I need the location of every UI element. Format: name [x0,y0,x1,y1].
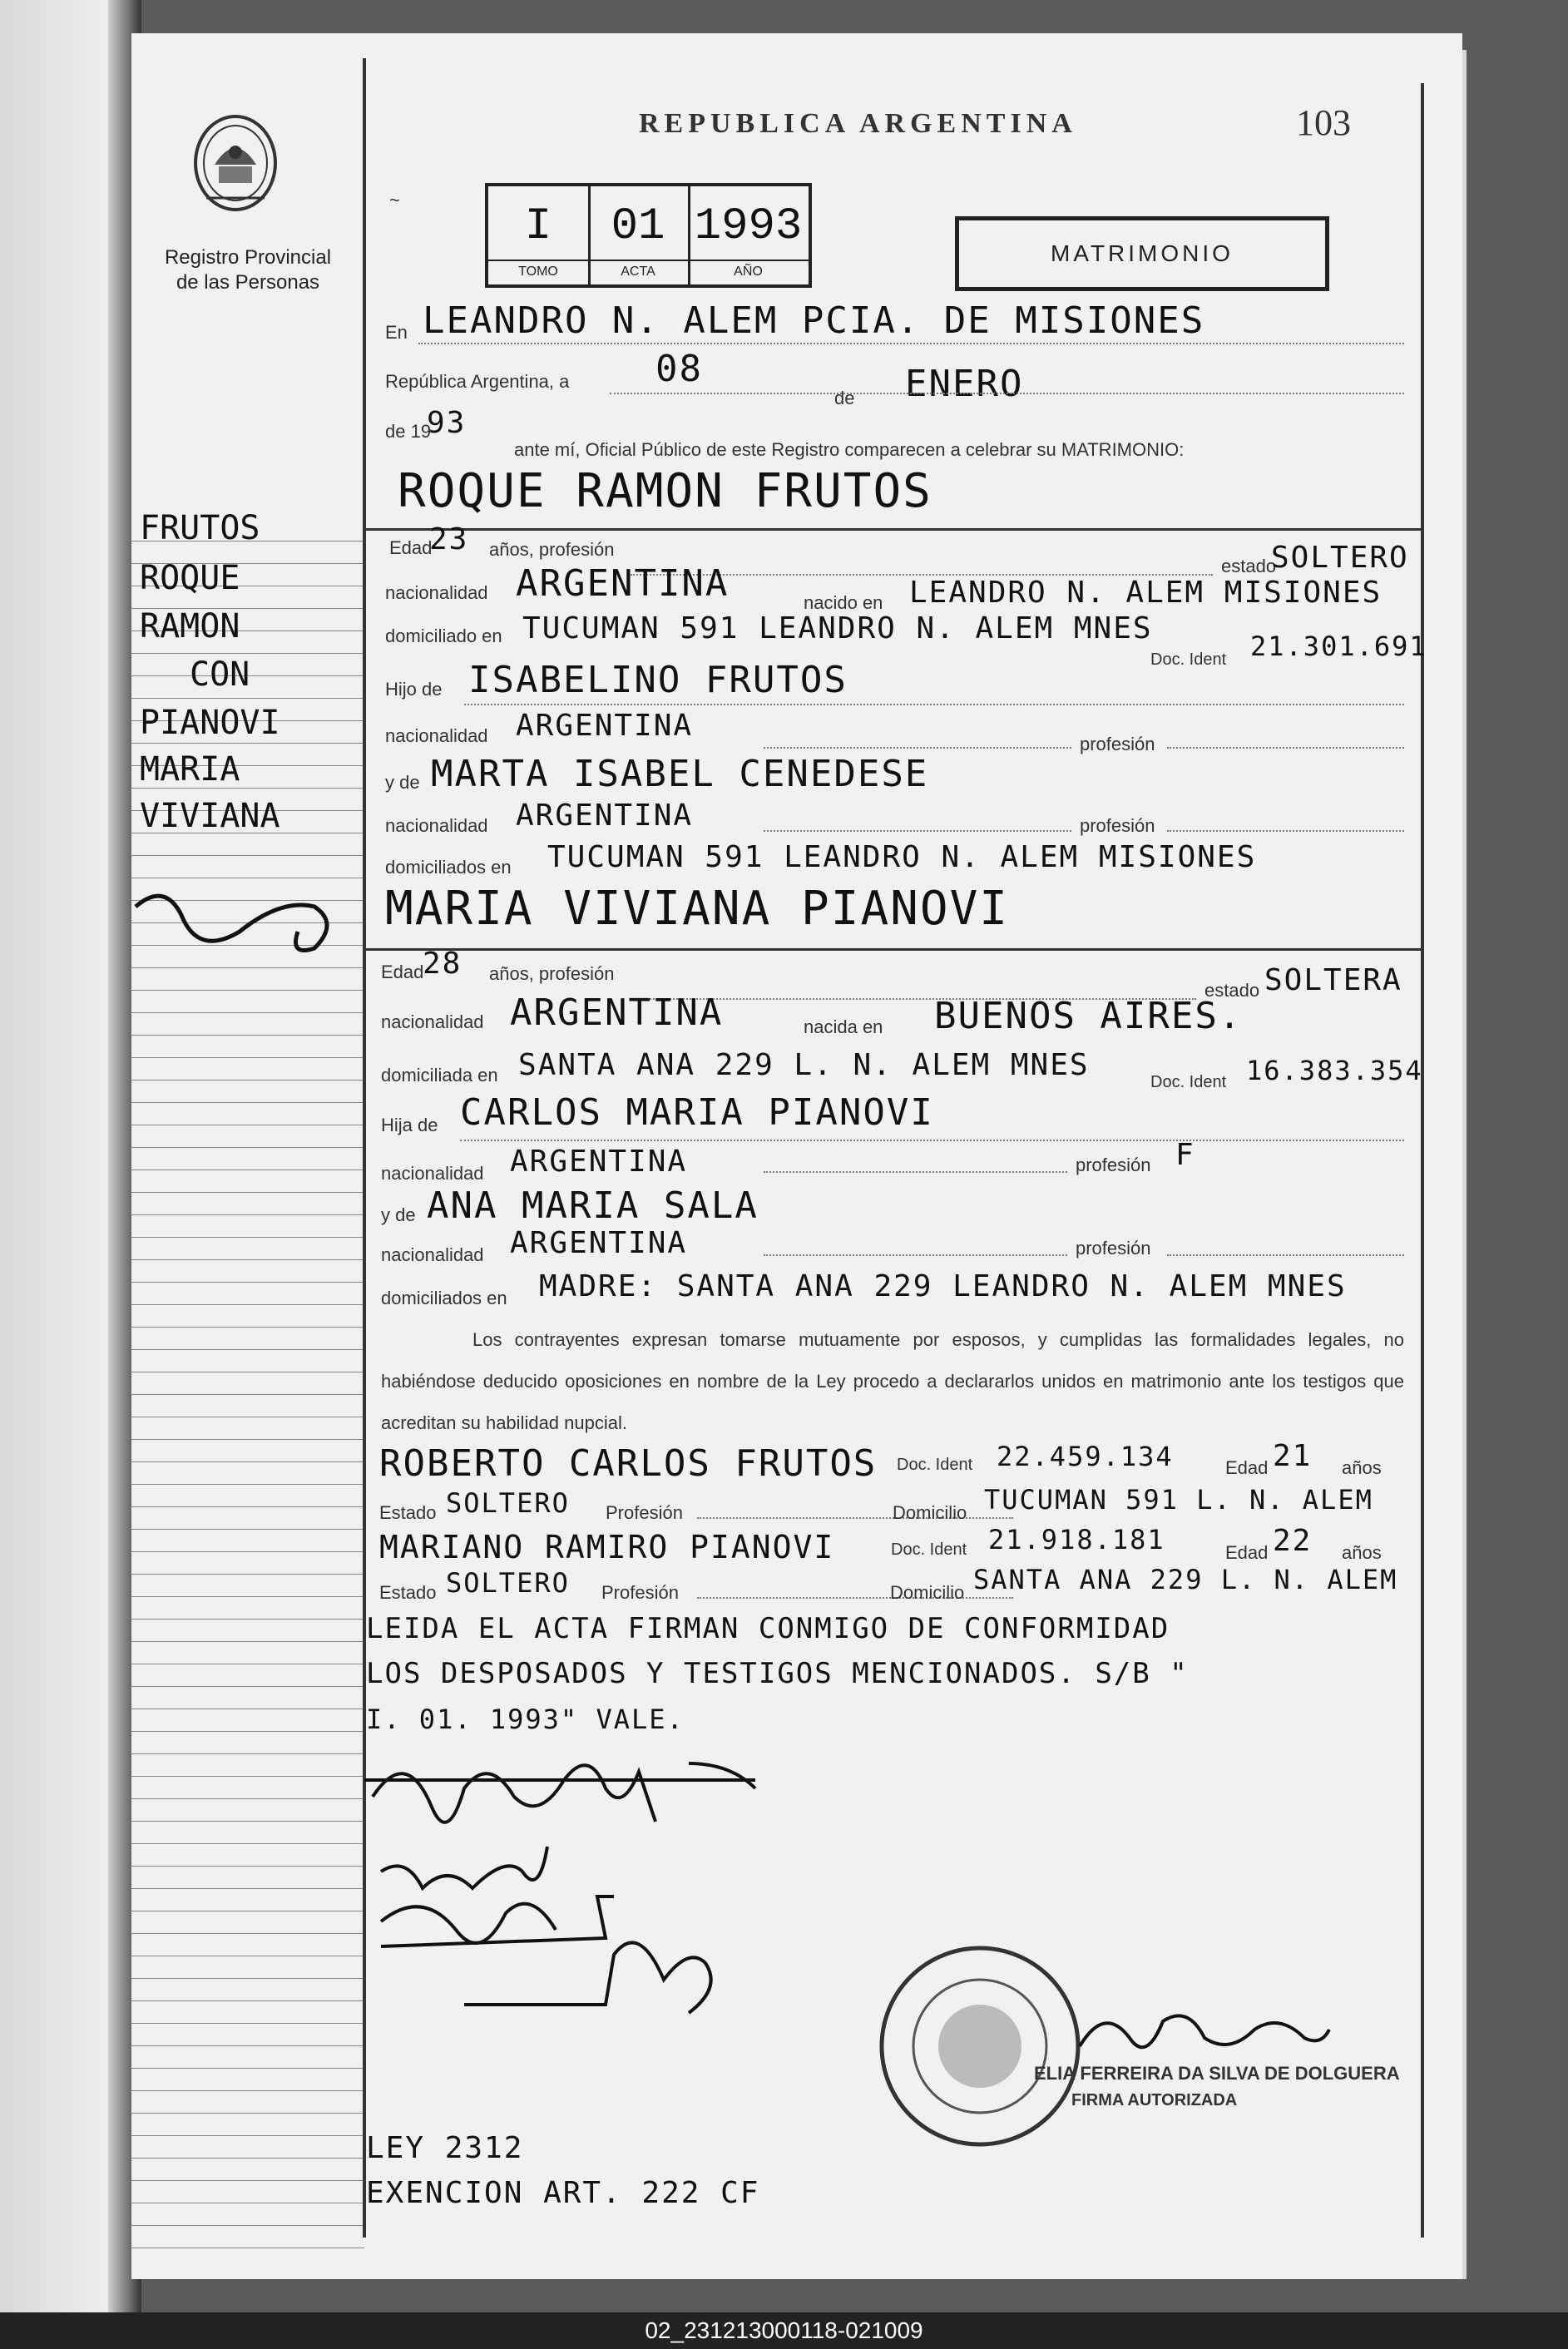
groom-mother: MARTA ISABEL CENEDESE [431,753,929,795]
registry-page [131,33,1462,2279]
bride-hija-label: Hija de [381,1115,438,1135]
anio-cell [688,186,809,284]
margin-rule-line [131,1102,364,1103]
groom-doc: 21.301.691 [1250,631,1427,662]
closing-line3: I. 01. 1993" VALE. [366,1704,685,1735]
bride-father-nac: ARGENTINA [510,1145,688,1179]
margin-rule-line [131,1933,364,1934]
officer-signature [1071,1996,1338,2063]
margin-rule-line [131,1237,364,1238]
dotline [764,1171,1067,1173]
bride-mother-prof-label: profesión [1076,1238,1151,1259]
registry-title-line2: de las Personas [176,271,320,294]
record-number-box [485,183,812,288]
top-mark: ~ [389,190,400,210]
place-handwritten: LEANDRO N. ALEM PCIA. DE MISIONES [423,299,1205,342]
bride-nacionalidad-label: nacionalidad [381,1011,484,1032]
bride-mother: ANA MARIA SALA [427,1184,759,1227]
groom-yde-label: y de [385,772,420,793]
margin-rule-line [131,1686,364,1687]
record-type-box: MATRIMONIO [955,216,1329,291]
bride-doc: 16.383.354 [1246,1055,1423,1086]
witness2-estado-label: Estado [379,1582,437,1603]
groom-parents-dom-label: domiciliados en [385,857,512,878]
bride-yde-label: y de [381,1204,416,1225]
dotline [764,830,1071,832]
bride-father: CARLOS MARIA PIANOVI [460,1091,934,1134]
groom-estado-label: estado [1221,556,1277,576]
signatures-graphic [356,1730,938,2030]
groom-nacido-label: nacido en [804,592,883,613]
groom-mother-prof-label: profesión [1080,815,1155,836]
anio-label: AÑO [688,260,809,279]
witness2-edad: 22 [1273,1524,1313,1558]
bride-anos-label: años, profesión [489,963,615,984]
margin-rule-line [131,2090,364,2091]
dotline [418,343,1404,344]
margin-rule-line [131,1596,364,1597]
margin-rule-line [131,1259,364,1260]
witness2-doc: 21.918.181 [988,1524,1165,1555]
image-id-footer: 02_231213000118-021009 [0,2312,1568,2349]
groom-father: ISABELINO FRUTOS [468,659,848,701]
margin-line: ROQUE [140,559,240,597]
witness1-doc: 22.459.134 [997,1441,1174,1472]
groom-nacionalidad-label: nacionalidad [385,582,488,603]
margin-rule-line [131,1888,364,1889]
groom-hijo-label: Hijo de [385,679,443,700]
closing-line2: LOS DESPOSADOS Y TESTIGOS MENCIONADOS. S/B " [366,1657,1189,1690]
margin-rule-line [131,2000,364,2001]
groom-father-prof-label: profesión [1080,734,1155,754]
margin-column [131,33,364,2279]
witness1-profesion-label: Profesión [606,1502,683,1523]
provincial-seal-icon [181,106,289,215]
dotline [764,1254,1067,1256]
margin-rule-line [131,1080,364,1081]
margin-rule-line [131,1304,364,1305]
margin-rule-line [131,1439,364,1440]
witness2-estado: SOLTERO [446,1567,570,1599]
footnote-line1: LEY 2312 [366,2131,524,2165]
margin-line: FRUTOS [140,509,260,547]
groom-doc-label: Doc. Ident [1150,650,1227,669]
witness2-name: MARIANO RAMIRO PIANOVI [379,1529,835,1565]
margin-rule-line [131,1731,364,1732]
country-header: REPUBLICA ARGENTINA [639,108,1077,139]
groom-domicilio: TUCUMAN 591 LEANDRO N. ALEM MNES [522,611,1153,645]
margin-rule-line [131,1461,364,1462]
groom-domicilio-label: domiciliado en [385,626,502,646]
bride-parents-dom-label: domiciliados en [381,1288,507,1308]
declaration-text: Los contrayentes expresan tomarse mutuamente por esposos, y cumplidas las formalidades legales, no habiéndose deducido oposiciones en nombre de la Ley procedo a declararlos unidos en matrimonio ante los testigos que acreditan su habilidad nupcial. [381,1329,1404,1433]
de-label: de [834,388,855,408]
bride-domicilio-label: domiciliada en [381,1065,498,1085]
margin-rule-line [131,1147,364,1148]
margin-rule-line [131,2180,364,2181]
margin-rule-line [131,855,364,856]
bride-estado: SOLTERA [1264,963,1402,997]
witness2-edad-label: Edad [1225,1542,1269,1563]
bride-parents-dom: MADRE: SANTA ANA 229 LEANDRO N. ALEM MNES [539,1269,1347,1303]
bride-mother-nac: ARGENTINA [510,1226,688,1260]
witness2-domicilio-label: Domicilio [890,1582,965,1603]
tomo-value: I [524,201,552,252]
margin-rule-line [131,2158,364,2159]
groom-edad-label: Edad [389,537,433,558]
margin-rule-line [131,653,364,654]
margin-line: RAMON [140,607,240,645]
margin-rule-line [131,1192,364,1193]
witness2-domicilio: SANTA ANA 229 L. N. ALEM [973,1564,1398,1595]
margin-rule-line [131,1843,364,1844]
witness2-doc-label: Doc. Ident [891,1540,967,1559]
groom-parents-dom: TUCUMAN 591 LEANDRO N. ALEM MISIONES [547,840,1257,874]
closing-line1: LEIDA EL ACTA FIRMAN CONMIGO DE CONFORMIDAD [366,1612,1170,1645]
margin-line: VIVIANA [140,797,280,835]
bride-edad: 28 [423,947,462,981]
margin-rule-line [131,1978,364,1979]
acta-cell [588,186,690,284]
margin-rule-line [131,1798,364,1799]
witness1-anos-label: años [1342,1457,1382,1478]
margin-rule-line [131,1394,364,1395]
witness1-edad: 21 [1273,1439,1313,1473]
dotline [764,747,1071,749]
en-label: En [385,322,408,343]
acta-label: ACTA [588,260,688,279]
dotline [1167,830,1404,832]
groom-estado: SOLTERO [1271,541,1409,575]
page-number: 103 [1296,102,1351,143]
bride-father-nac-label: nacionalidad [381,1163,484,1184]
witness1-doc-label: Doc. Ident [897,1456,973,1474]
witness1-domicilio: TUCUMAN 591 L. N. ALEM [984,1484,1373,1516]
groom-nacido: LEANDRO N. ALEM MISIONES [909,576,1383,610]
bride-domicilio: SANTA ANA 229 L. N. ALEM MNES [518,1048,1090,1082]
margin-rule-line [131,990,364,991]
margin-line: PIANOVI [140,704,280,742]
witness1-name: ROBERTO CARLOS FRUTOS [379,1442,878,1485]
margin-rule-line [131,2068,364,2069]
officer-name: ELIA FERREIRA DA SILVA DE DOLGUERA [1034,2063,1400,2084]
dotline [460,1140,1404,1141]
anio-value: 1993 [694,201,803,252]
margin-rule-line [131,2113,364,2114]
groom-edad: 23 [429,522,469,556]
officer-title: FIRMA AUTORIZADA [1071,2091,1238,2109]
tomo-cell [488,186,591,284]
official-stamp-icon [872,1938,1088,2154]
day-handwritten: 08 [655,348,703,390]
margin-rule-line [131,1506,364,1507]
acta-value: 01 [611,201,665,252]
republic-label: República Argentina, a [385,371,570,392]
margin-rule-line [131,2023,364,2024]
dotline [697,1597,1013,1599]
margin-rule-line [131,1035,364,1036]
section-separator [364,528,1421,531]
dotline [1167,1254,1404,1256]
month-handwritten: ENERO [905,363,1024,405]
margin-rule-line [131,1484,364,1485]
dotline [610,393,1404,394]
left-page [0,0,116,2312]
groom-nacionalidad: ARGENTINA [516,562,730,605]
witness2-profesion-label: Profesión [601,1582,679,1603]
bride-nacida-label: nacida en [804,1016,883,1037]
bride-nacionalidad: ARGENTINA [510,992,724,1034]
intro-text: ante mí, Oficial Público de este Registro comparecen a celebrar su MATRIMONIO: [514,439,1185,460]
registry-title [140,245,356,295]
margin-rule-line [131,1641,364,1642]
margin-rule-line [131,743,364,744]
dotline [1167,747,1404,749]
margin-rule-line [131,1327,364,1328]
margin-rule-line [131,2225,364,2226]
witness2-anos-label: años [1342,1542,1382,1563]
margin-rule-line [131,2135,364,2136]
margin-rule-line [131,1349,364,1350]
bride-father-prof: F [1175,1138,1195,1172]
bride-nacida: BUENOS AIRES. [934,995,1243,1037]
margin-rule-line [131,698,364,699]
margin-flourish [131,865,348,965]
footnote-line2: EXENCION ART. 222 CF [366,2176,760,2210]
bride-father-prof-label: profesión [1076,1155,1151,1175]
bride-estado-label: estado [1204,980,1260,1001]
witness1-estado: SOLTERO [446,1487,570,1519]
margin-rule-line [131,1057,364,1058]
registry-title-line1: Registro Provincial [164,246,332,269]
margin-rule-line [131,967,364,968]
section-separator [364,948,1421,951]
tomo-label: TOMO [488,260,588,279]
margin-rule-line [131,1776,364,1777]
margin-rule-line [131,1821,364,1822]
margin-rule-line [131,1551,364,1552]
groom-father-nac-label: nacionalidad [385,725,488,746]
margin-rule-line [131,2045,364,2046]
groom-mother-nac: ARGENTINA [516,799,694,833]
witness1-edad-label: Edad [1225,1457,1269,1478]
groom-mother-nac-label: nacionalidad [385,815,488,836]
groom-anos-label: años, profesión [489,539,615,560]
margin-rule-line [131,1619,364,1620]
margin-rule-line [131,1012,364,1013]
margin-rule-line [131,1866,364,1867]
bride-edad-label: Edad [381,962,424,982]
bride-mother-nac-label: nacionalidad [381,1244,484,1265]
year-prefix-label: de 19 [385,421,432,442]
margin-rule-line [131,1529,364,1530]
dotline [464,704,1404,705]
groom-name: ROQUE RAMON FRUTOS [398,464,932,518]
margin-line: MARIA [140,750,240,789]
bride-doc-label: Doc. Ident [1150,1073,1227,1091]
groom-father-nac: ARGENTINA [516,709,694,743]
witness1-estado-label: Estado [379,1502,437,1523]
margin-rule-line [131,1574,364,1575]
bride-name: MARIA VIVIANA PIANOVI [385,882,1010,936]
witness1-domicilio-label: Domicilio [893,1502,967,1523]
margin-line: CON [190,655,250,694]
margin-rule-line [131,1214,364,1215]
right-border [1421,83,1424,2238]
margin-rule-line [131,1753,364,1754]
margin-rule-line [131,1282,364,1283]
year-suffix-handwritten: 93 [427,406,467,440]
